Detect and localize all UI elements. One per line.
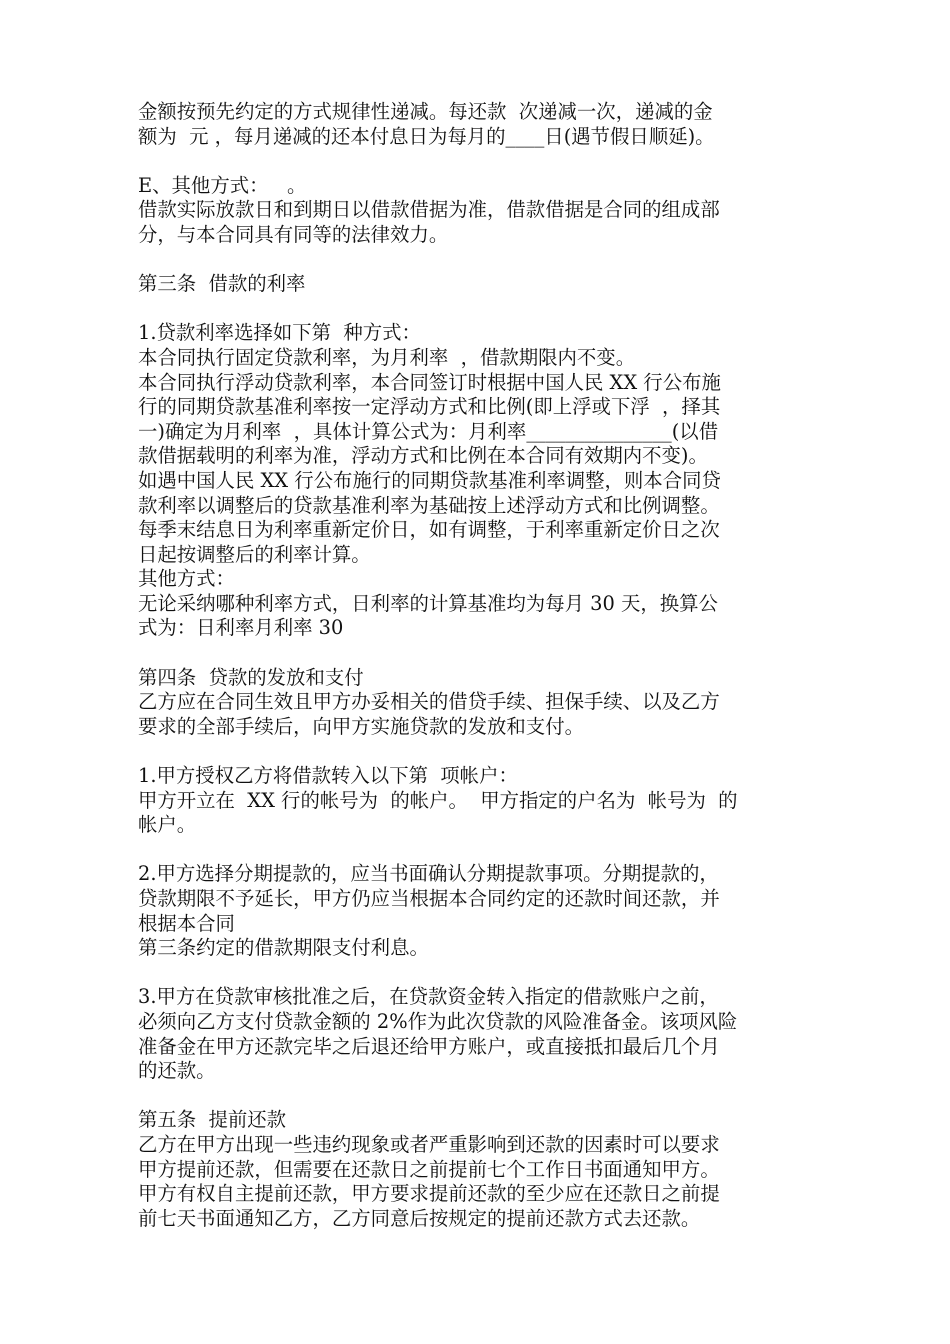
text-line: 额为 元 ，每月递减的还本付息日为每月的____日(遇节假日顺延)。 xyxy=(138,124,715,148)
text-line: 每季末结息日为利率重新定价日，如有调整，于利率重新定价日之次 xyxy=(138,518,720,542)
text-line: 乙方应在合同生效且甲方办妥相关的借贷手续、担保手续、以及乙方 xyxy=(138,690,720,714)
text-line: 日起按调整后的利率计算。 xyxy=(138,542,371,566)
text-line: 甲方提前还款，但需要在还款日之前提前七个工作日书面通知甲方。 xyxy=(138,1157,720,1181)
paragraph-spacer xyxy=(138,248,818,273)
text-line: 前七天书面通知乙方，乙方同意后按规定的提前还款方式去还款。 xyxy=(138,1206,701,1230)
text-line: 2.甲方选择分期提款的，应当书面确认分期提款事项。分期提款的， xyxy=(138,862,719,886)
text-line: 准备金在甲方还款完毕之后退还给甲方账户，或直接抵扣最后几个月 xyxy=(138,1034,720,1058)
text-line: 帐户。 xyxy=(138,813,197,837)
text-line: 的还款。 xyxy=(138,1059,216,1083)
text-line: 本合同执行浮动贷款利率，本合同签订时根据中国人民 XX 行公布施 xyxy=(138,370,721,394)
article-heading: 第四条 贷款的发放和支付 xyxy=(138,665,364,689)
document-page xyxy=(138,100,818,1231)
text-line: 第三条约定的借款期限支付利息。 xyxy=(138,936,429,960)
text-line: 款利率以调整后的贷款基准利率为基础按上述浮动方式和比例调整。 xyxy=(138,493,720,517)
paragraph-spacer xyxy=(138,149,818,174)
text-line: 要求的全部手续后，向甲方实施贷款的发放和支付。 xyxy=(138,714,584,738)
paragraph-spacer xyxy=(138,838,818,863)
paragraph-spacer xyxy=(138,1084,818,1109)
text-line: 贷款期限不予延长，甲方仍应当根据本合同约定的还款时间还款，并 xyxy=(138,887,720,910)
paragraph-spacer xyxy=(138,641,818,666)
text-line: 甲方有权自主提前还款，甲方要求提前还款的至少应在还款日之前提 xyxy=(138,1182,720,1206)
paragraph-spacer xyxy=(138,961,818,986)
text-line: 式为：日利率月利率 30 xyxy=(138,616,344,640)
text-line: 分，与本合同具有同等的法律效力。 xyxy=(138,222,449,246)
text-line: 甲方开立在 XX 行的帐号为 的帐户。 甲方指定的户名为 帐号为 的 xyxy=(138,788,738,812)
paragraph-spacer xyxy=(138,297,818,322)
text-line: 1.甲方授权乙方将借款转入以下第 项帐户： xyxy=(138,764,518,788)
text-line: 1.贷款利率选择如下第 种方式： xyxy=(138,321,421,345)
article-heading: 第三条 借款的利率 xyxy=(138,272,306,296)
text-line: E、其他方式： 。 xyxy=(138,173,307,197)
text-line: 行的同期贷款基准利率按一定浮动方式和比例(即上浮或下浮 ，择其 xyxy=(138,395,721,419)
text-line: 如遇中国人民 XX 行公布施行的同期贷款基准利率调整，则本合同贷 xyxy=(138,468,721,492)
text-line: 根据本合同 xyxy=(138,911,235,935)
article-heading: 第五条 提前还款 xyxy=(138,1108,287,1132)
text-line: 款借据载明的利率为准，浮动方式和比例在本合同有效期内不变)。 xyxy=(138,444,708,468)
text-line: 其他方式： xyxy=(138,567,235,591)
text-line: 必须向乙方支付贷款金额的 2%作为此次贷款的风险准备金。该项风险 xyxy=(138,1009,738,1033)
text-line: 金额按预先约定的方式规律性递减。每还款 次递减一次，递减的金 xyxy=(138,100,713,123)
text-line: 一)确定为月利率 ，具体计算公式为：月利率_______________(以借 xyxy=(138,419,719,443)
text-line: 借款实际放款日和到期日以借款借据为准，借款借据是合同的组成部 xyxy=(138,198,720,222)
paragraph-spacer xyxy=(138,739,818,764)
text-line: 3.甲方在贷款审核批准之后，在贷款资金转入指定的借款账户之前， xyxy=(138,985,719,1009)
text-line: 本合同执行固定贷款利率，为月利率 ，借款期限内不变。 xyxy=(138,345,636,369)
text-line: 无论采纳哪种利率方式，日利率的计算基准均为每月 30 天，换算公 xyxy=(138,591,718,615)
text-line: 乙方在甲方出现一些违约现象或者严重影响到还款的因素时可以要求 xyxy=(138,1132,720,1156)
